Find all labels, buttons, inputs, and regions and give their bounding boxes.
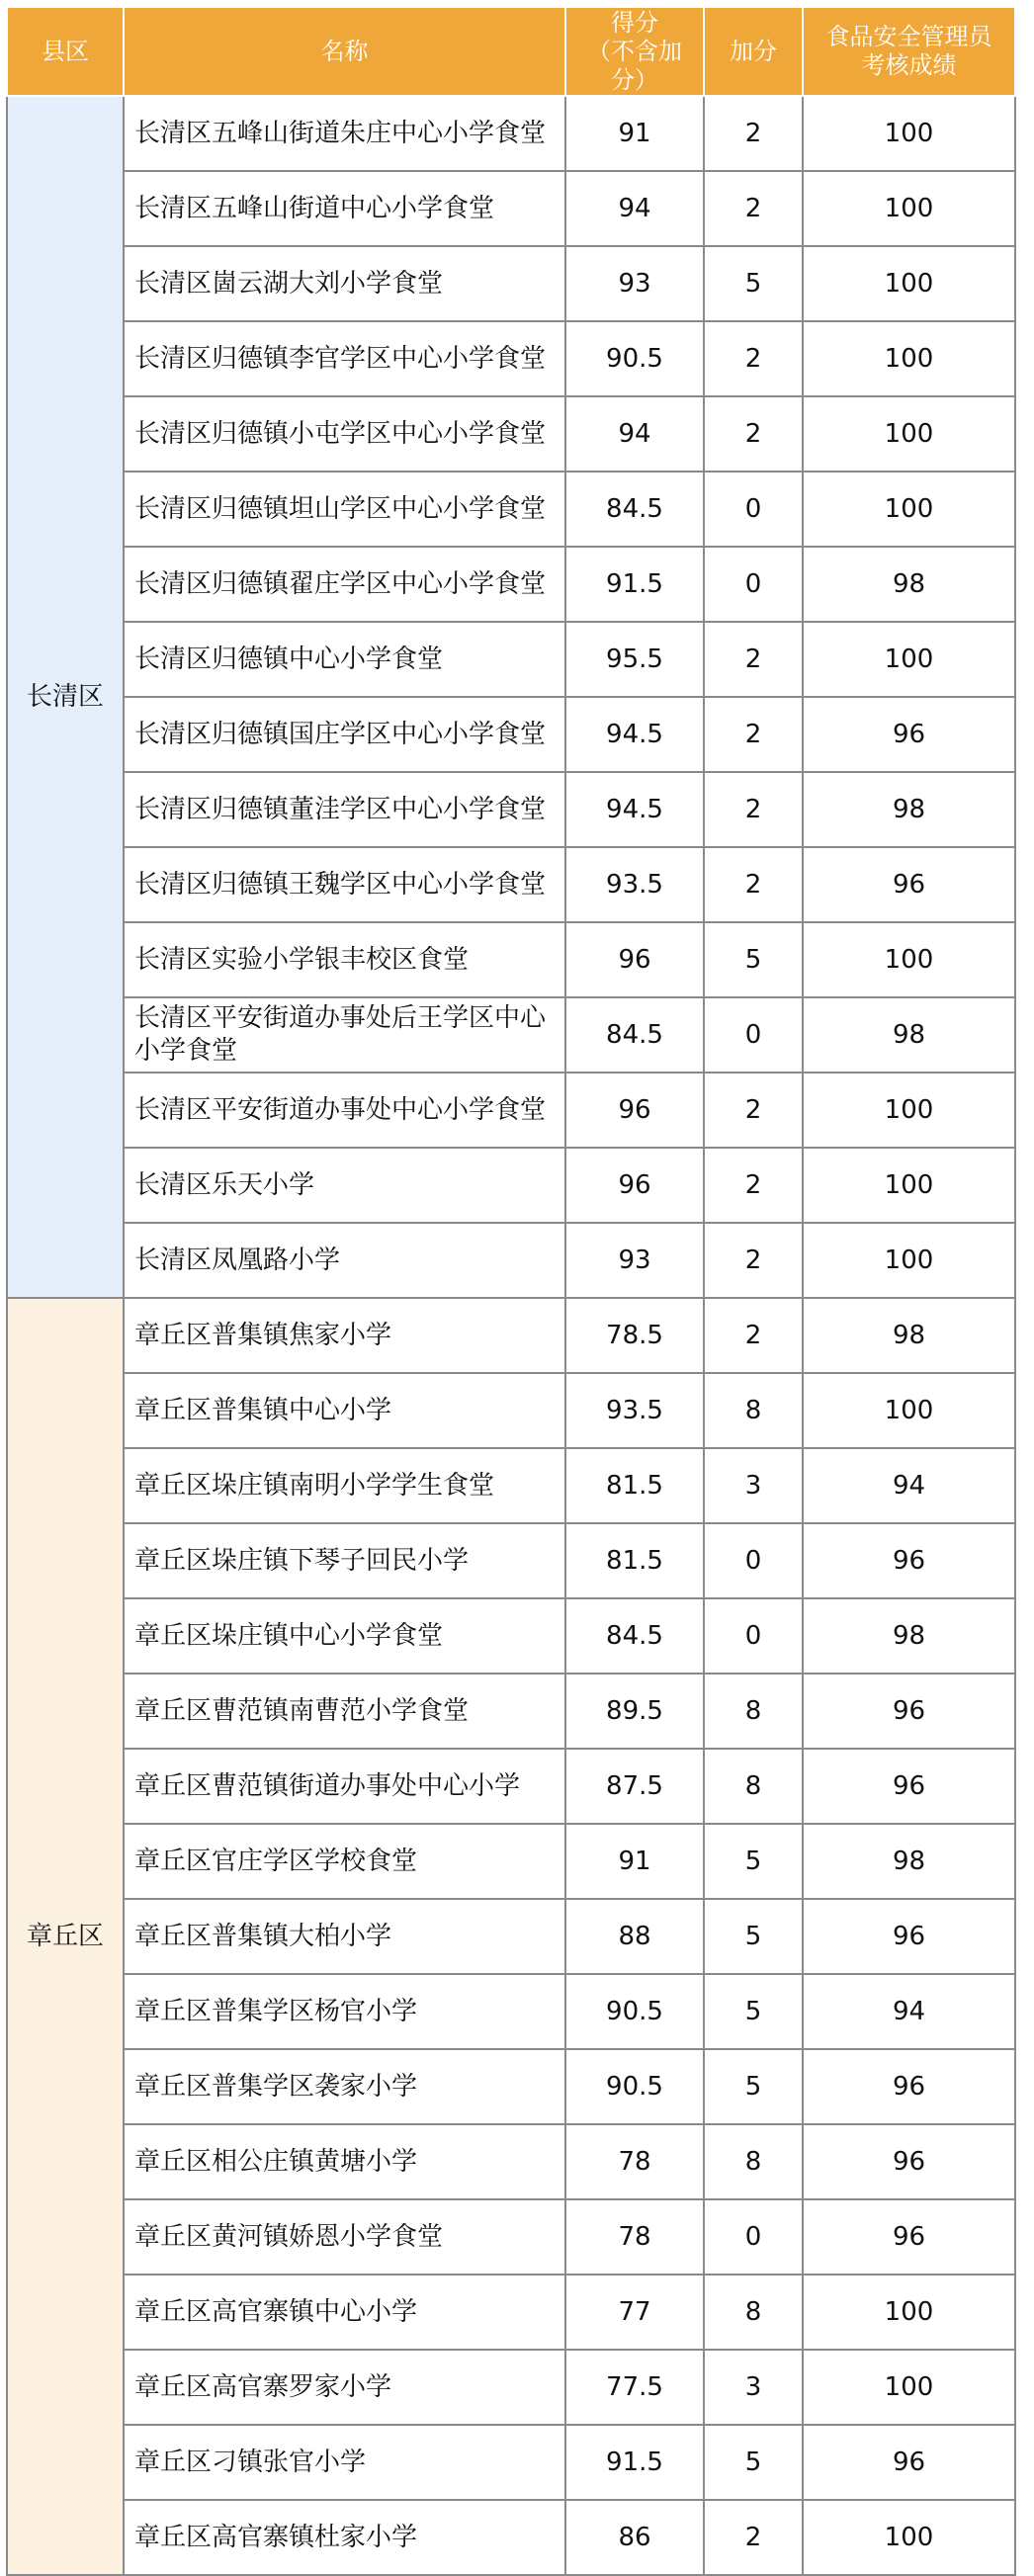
- school-name-cell: 长清区乐天小学: [124, 1148, 565, 1223]
- manager-score-cell: 100: [803, 171, 1015, 246]
- table-body: [7, 96, 1015, 2575]
- table-row: [7, 1523, 1015, 1598]
- school-name-cell: 章丘区普集镇焦家小学: [124, 1298, 565, 1373]
- school-name-cell: 章丘区高官寨罗家小学: [124, 2350, 565, 2425]
- school-name-cell: 长清区平安街道办事处后王学区中心小学食堂: [124, 997, 565, 1073]
- table-row: [7, 1373, 1015, 1448]
- bonus-cell: 0: [704, 2199, 803, 2275]
- bonus-cell: 5: [704, 246, 803, 321]
- score-cell: 94.5: [565, 697, 704, 772]
- header-row: [7, 7, 1015, 96]
- bonus-cell: 2: [704, 396, 803, 472]
- bonus-cell: 8: [704, 2124, 803, 2199]
- score-cell: 96: [565, 1148, 704, 1223]
- manager-score-cell: 98: [803, 1598, 1015, 1674]
- table-row: [7, 1674, 1015, 1749]
- score-cell: 90.5: [565, 1974, 704, 2049]
- manager-score-cell: 100: [803, 1148, 1015, 1223]
- manager-score-cell: 98: [803, 547, 1015, 622]
- score-cell: 96: [565, 922, 704, 997]
- manager-score-cell: 96: [803, 1523, 1015, 1598]
- bonus-cell: 3: [704, 2350, 803, 2425]
- bonus-cell: 5: [704, 2425, 803, 2500]
- table-row: [7, 1974, 1015, 2049]
- school-name-cell: 章丘区刁镇张官小学: [124, 2425, 565, 2500]
- bonus-cell: 2: [704, 772, 803, 847]
- bonus-cell: 2: [704, 622, 803, 697]
- bonus-cell: 5: [704, 2049, 803, 2124]
- manager-score-cell: 96: [803, 2049, 1015, 2124]
- manager-score-cell: 96: [803, 1749, 1015, 1824]
- school-name-cell: 章丘区垛庄镇下琴子回民小学: [124, 1523, 565, 1598]
- school-name-cell: 长清区平安街道办事处中心小学食堂: [124, 1073, 565, 1148]
- score-cell: 91: [565, 1824, 704, 1899]
- school-name-cell: 章丘区普集镇中心小学: [124, 1373, 565, 1448]
- table-row: [7, 2124, 1015, 2199]
- school-name-cell: 章丘区相公庄镇黄塘小学: [124, 2124, 565, 2199]
- school-name-cell: 长清区归德镇李官学区中心小学食堂: [124, 321, 565, 396]
- school-name-cell: 章丘区高官寨镇中心小学: [124, 2275, 565, 2350]
- header-manager-line1: 食品安全管理员: [825, 23, 992, 50]
- bonus-cell: 5: [704, 1899, 803, 1974]
- bonus-cell: 2: [704, 1148, 803, 1223]
- school-name-cell: 长清区实验小学银丰校区食堂: [124, 922, 565, 997]
- table-row: [7, 171, 1015, 246]
- bonus-cell: 2: [704, 171, 803, 246]
- manager-score-cell: 96: [803, 2425, 1015, 2500]
- school-name-cell: 章丘区垛庄镇中心小学食堂: [124, 1598, 565, 1674]
- score-cell: 93: [565, 1223, 704, 1298]
- table-row: [7, 1899, 1015, 1974]
- score-cell: 91: [565, 96, 704, 171]
- bonus-cell: 3: [704, 1448, 803, 1523]
- table-header: [7, 7, 1015, 96]
- score-cell: 78.5: [565, 1298, 704, 1373]
- score-cell: 94.5: [565, 772, 704, 847]
- school-name-cell: 章丘区高官寨镇杜家小学: [124, 2500, 565, 2575]
- manager-score-cell: 100: [803, 472, 1015, 547]
- bonus-cell: 5: [704, 1824, 803, 1899]
- score-cell: 93: [565, 246, 704, 321]
- school-name-cell: 长清区归德镇中心小学食堂: [124, 622, 565, 697]
- score-cell: 95.5: [565, 622, 704, 697]
- score-cell: 88: [565, 1899, 704, 1974]
- table-row: [7, 772, 1015, 847]
- header-manager-score: [803, 7, 1015, 96]
- school-name-cell: 长清区五峰山街道中心小学食堂: [124, 171, 565, 246]
- table-row: [7, 1749, 1015, 1824]
- bonus-cell: 0: [704, 547, 803, 622]
- bonus-cell: 8: [704, 2275, 803, 2350]
- table-row: [7, 847, 1015, 922]
- school-name-cell: 长清区归德镇坦山学区中心小学食堂: [124, 472, 565, 547]
- county-cell: 章丘区: [7, 1298, 124, 2575]
- school-name-cell: 章丘区曹范镇街道办事处中心小学: [124, 1749, 565, 1824]
- score-cell: 81.5: [565, 1523, 704, 1598]
- score-cell: 86: [565, 2500, 704, 2575]
- manager-score-cell: 100: [803, 321, 1015, 396]
- score-cell: 81.5: [565, 1448, 704, 1523]
- manager-score-cell: 94: [803, 1448, 1015, 1523]
- school-name-cell: 长清区凤凰路小学: [124, 1223, 565, 1298]
- school-name-cell: 长清区归德镇翟庄学区中心小学食堂: [124, 547, 565, 622]
- table-row: [7, 1223, 1015, 1298]
- score-cell: 89.5: [565, 1674, 704, 1749]
- manager-score-cell: 100: [803, 2350, 1015, 2425]
- score-cell: 90.5: [565, 2049, 704, 2124]
- manager-score-cell: 100: [803, 2275, 1015, 2350]
- header-name: 名称: [124, 7, 565, 96]
- manager-score-cell: 94: [803, 1974, 1015, 2049]
- manager-score-cell: 100: [803, 1223, 1015, 1298]
- manager-score-cell: 100: [803, 96, 1015, 171]
- bonus-cell: 2: [704, 96, 803, 171]
- manager-score-cell: 96: [803, 2199, 1015, 2275]
- table-row: [7, 2500, 1015, 2575]
- manager-score-cell: 98: [803, 1298, 1015, 1373]
- bonus-cell: 2: [704, 1073, 803, 1148]
- bonus-cell: 8: [704, 1373, 803, 1448]
- county-cell: 长清区: [7, 96, 124, 1298]
- table-row: [7, 1148, 1015, 1223]
- school-name-cell: 长清区五峰山街道朱庄中心小学食堂: [124, 96, 565, 171]
- table-row: [7, 96, 1015, 171]
- school-name-cell: 章丘区黄河镇娇恩小学食堂: [124, 2199, 565, 2275]
- bonus-cell: 5: [704, 1974, 803, 2049]
- manager-score-cell: 98: [803, 1824, 1015, 1899]
- manager-score-cell: 96: [803, 2124, 1015, 2199]
- manager-score-cell: 98: [803, 997, 1015, 1073]
- header-manager-line2: 考核成绩: [861, 51, 957, 79]
- header-bonus: 加分: [704, 7, 803, 96]
- manager-score-cell: 100: [803, 922, 1015, 997]
- manager-score-cell: 96: [803, 847, 1015, 922]
- table-row: [7, 1598, 1015, 1674]
- school-name-cell: 长清区归德镇小屯学区中心小学食堂: [124, 396, 565, 472]
- school-name-cell: 章丘区曹范镇南曹范小学食堂: [124, 1674, 565, 1749]
- score-cell: 78: [565, 2199, 704, 2275]
- school-canteen-score-table: [6, 6, 1016, 2576]
- manager-score-cell: 100: [803, 1373, 1015, 1448]
- bonus-cell: 0: [704, 472, 803, 547]
- manager-score-cell: 100: [803, 2500, 1015, 2575]
- score-cell: 77.5: [565, 2350, 704, 2425]
- table-row: [7, 396, 1015, 472]
- manager-score-cell: 96: [803, 1899, 1015, 1974]
- bonus-cell: 0: [704, 997, 803, 1073]
- score-cell: 77: [565, 2275, 704, 2350]
- header-score-line2: （不含加分）: [587, 37, 682, 94]
- manager-score-cell: 100: [803, 622, 1015, 697]
- score-cell: 78: [565, 2124, 704, 2199]
- bonus-cell: 2: [704, 2500, 803, 2575]
- score-cell: 93.5: [565, 847, 704, 922]
- score-cell: 84.5: [565, 1598, 704, 1674]
- score-cell: 84.5: [565, 997, 704, 1073]
- table-row: [7, 622, 1015, 697]
- school-name-cell: 长清区崮云湖大刘小学食堂: [124, 246, 565, 321]
- bonus-cell: 0: [704, 1523, 803, 1598]
- bonus-cell: 8: [704, 1674, 803, 1749]
- bonus-cell: 2: [704, 321, 803, 396]
- score-cell: 87.5: [565, 1749, 704, 1824]
- manager-score-cell: 100: [803, 396, 1015, 472]
- school-name-cell: 章丘区普集镇大柏小学: [124, 1899, 565, 1974]
- score-cell: 96: [565, 1073, 704, 1148]
- school-name-cell: 长清区归德镇董洼学区中心小学食堂: [124, 772, 565, 847]
- school-name-cell: 章丘区垛庄镇南明小学学生食堂: [124, 1448, 565, 1523]
- bonus-cell: 8: [704, 1749, 803, 1824]
- score-cell: 84.5: [565, 472, 704, 547]
- school-name-cell: 长清区归德镇国庄学区中心小学食堂: [124, 697, 565, 772]
- bonus-cell: 2: [704, 1223, 803, 1298]
- table-row: [7, 246, 1015, 321]
- bonus-cell: 2: [704, 1298, 803, 1373]
- table-row: [7, 547, 1015, 622]
- school-name-cell: 长清区归德镇王魏学区中心小学食堂: [124, 847, 565, 922]
- header-score-line1: 得分: [611, 8, 658, 37]
- table-row: [7, 997, 1015, 1073]
- table-row: [7, 697, 1015, 772]
- school-name-cell: 章丘区普集学区杨官小学: [124, 1974, 565, 2049]
- table-row: [7, 1073, 1015, 1148]
- header-county: 县区: [7, 7, 124, 96]
- manager-score-cell: 100: [803, 1073, 1015, 1148]
- table-row: [7, 2425, 1015, 2500]
- score-cell: 91.5: [565, 2425, 704, 2500]
- bonus-cell: 0: [704, 1598, 803, 1674]
- manager-score-cell: 96: [803, 697, 1015, 772]
- bonus-cell: 5: [704, 922, 803, 997]
- header-score: [565, 7, 704, 96]
- school-name-cell: 章丘区普集学区袭家小学: [124, 2049, 565, 2124]
- bonus-cell: 2: [704, 847, 803, 922]
- manager-score-cell: 100: [803, 246, 1015, 321]
- table-row: [7, 2199, 1015, 2275]
- bonus-cell: 2: [704, 697, 803, 772]
- table-row: [7, 321, 1015, 396]
- table-row: [7, 472, 1015, 547]
- table-row: [7, 922, 1015, 997]
- table-row: [7, 1298, 1015, 1373]
- table-row: [7, 1824, 1015, 1899]
- table-row: [7, 2275, 1015, 2350]
- table-row: [7, 1448, 1015, 1523]
- manager-score-cell: 96: [803, 1674, 1015, 1749]
- score-cell: 91.5: [565, 547, 704, 622]
- table-row: [7, 2350, 1015, 2425]
- score-cell: 94: [565, 396, 704, 472]
- score-cell: 90.5: [565, 321, 704, 396]
- manager-score-cell: 98: [803, 772, 1015, 847]
- score-cell: 94: [565, 171, 704, 246]
- table-row: [7, 2049, 1015, 2124]
- school-name-cell: 章丘区官庄学区学校食堂: [124, 1824, 565, 1899]
- score-cell: 93.5: [565, 1373, 704, 1448]
